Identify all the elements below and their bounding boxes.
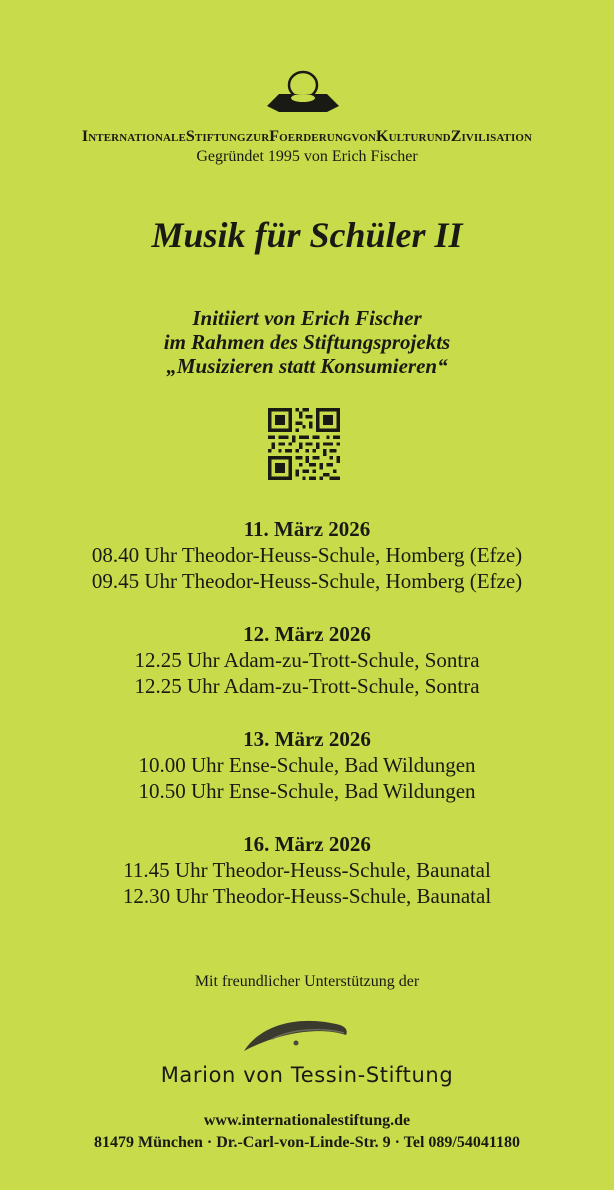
event-group <box>0 621 614 699</box>
event-group <box>0 831 614 909</box>
subtitle-line-2: im Rahmen des Stiftungsprojekts <box>163 330 451 354</box>
sponsor-logo-icon <box>242 1013 352 1053</box>
event-date: 11. März 2026 <box>243 517 371 541</box>
event-group <box>0 726 614 804</box>
organization-name: InternationaleStiftungzurFoerderungvonKulturundZivilisation <box>81 128 533 145</box>
subtitle-line-3: „Musizieren statt Konsumieren“ <box>166 354 448 378</box>
subtitle-line-1: Initiiert von Erich Fischer <box>192 306 422 330</box>
event-slot: 10.50 Uhr Ense-Schule, Bad Wildungen <box>138 779 476 803</box>
event-slot: 10.00 Uhr Ense-Schule, Bad Wildungen <box>138 753 476 777</box>
qr-code-icon[interactable] <box>268 408 340 480</box>
event-list <box>0 516 614 936</box>
contact-address: 81479 München · Dr.-Carl-von-Linde-Str. 9 · Tel 089/54041180 <box>94 1134 520 1151</box>
event-slot: 12.30 Uhr Theodor-Heuss-Schule, Baunatal <box>122 884 492 908</box>
event-group <box>0 516 614 594</box>
foundation-logo-icon <box>265 68 341 120</box>
support-text: Mit freundlicher Unterstützung der <box>194 973 420 990</box>
website-link[interactable]: www.internationalestiftung.de <box>203 1112 411 1129</box>
event-slot: 09.45 Uhr Theodor-Heuss-Schule, Homberg (Efze) <box>91 569 523 593</box>
subtitle <box>0 306 614 378</box>
event-slot: 12.25 Uhr Adam-zu-Trott-Schule, Sontra <box>134 648 480 672</box>
sponsor-name: Marion von Tessin-Stiftung <box>160 1063 454 1087</box>
page-title: Musik für Schüler II <box>151 215 463 255</box>
event-slot: 12.25 Uhr Adam-zu-Trott-Schule, Sontra <box>134 674 480 698</box>
event-date: 12. März 2026 <box>243 622 371 646</box>
event-slot: 11.45 Uhr Theodor-Heuss-Schule, Baunatal <box>123 858 491 882</box>
event-date: 16. März 2026 <box>243 832 371 856</box>
event-slot: 08.40 Uhr Theodor-Heuss-Schule, Homberg (Efze) <box>91 543 523 567</box>
event-date: 13. März 2026 <box>243 727 371 751</box>
founded-line: Gegründet 1995 von Erich Fischer <box>196 148 418 165</box>
